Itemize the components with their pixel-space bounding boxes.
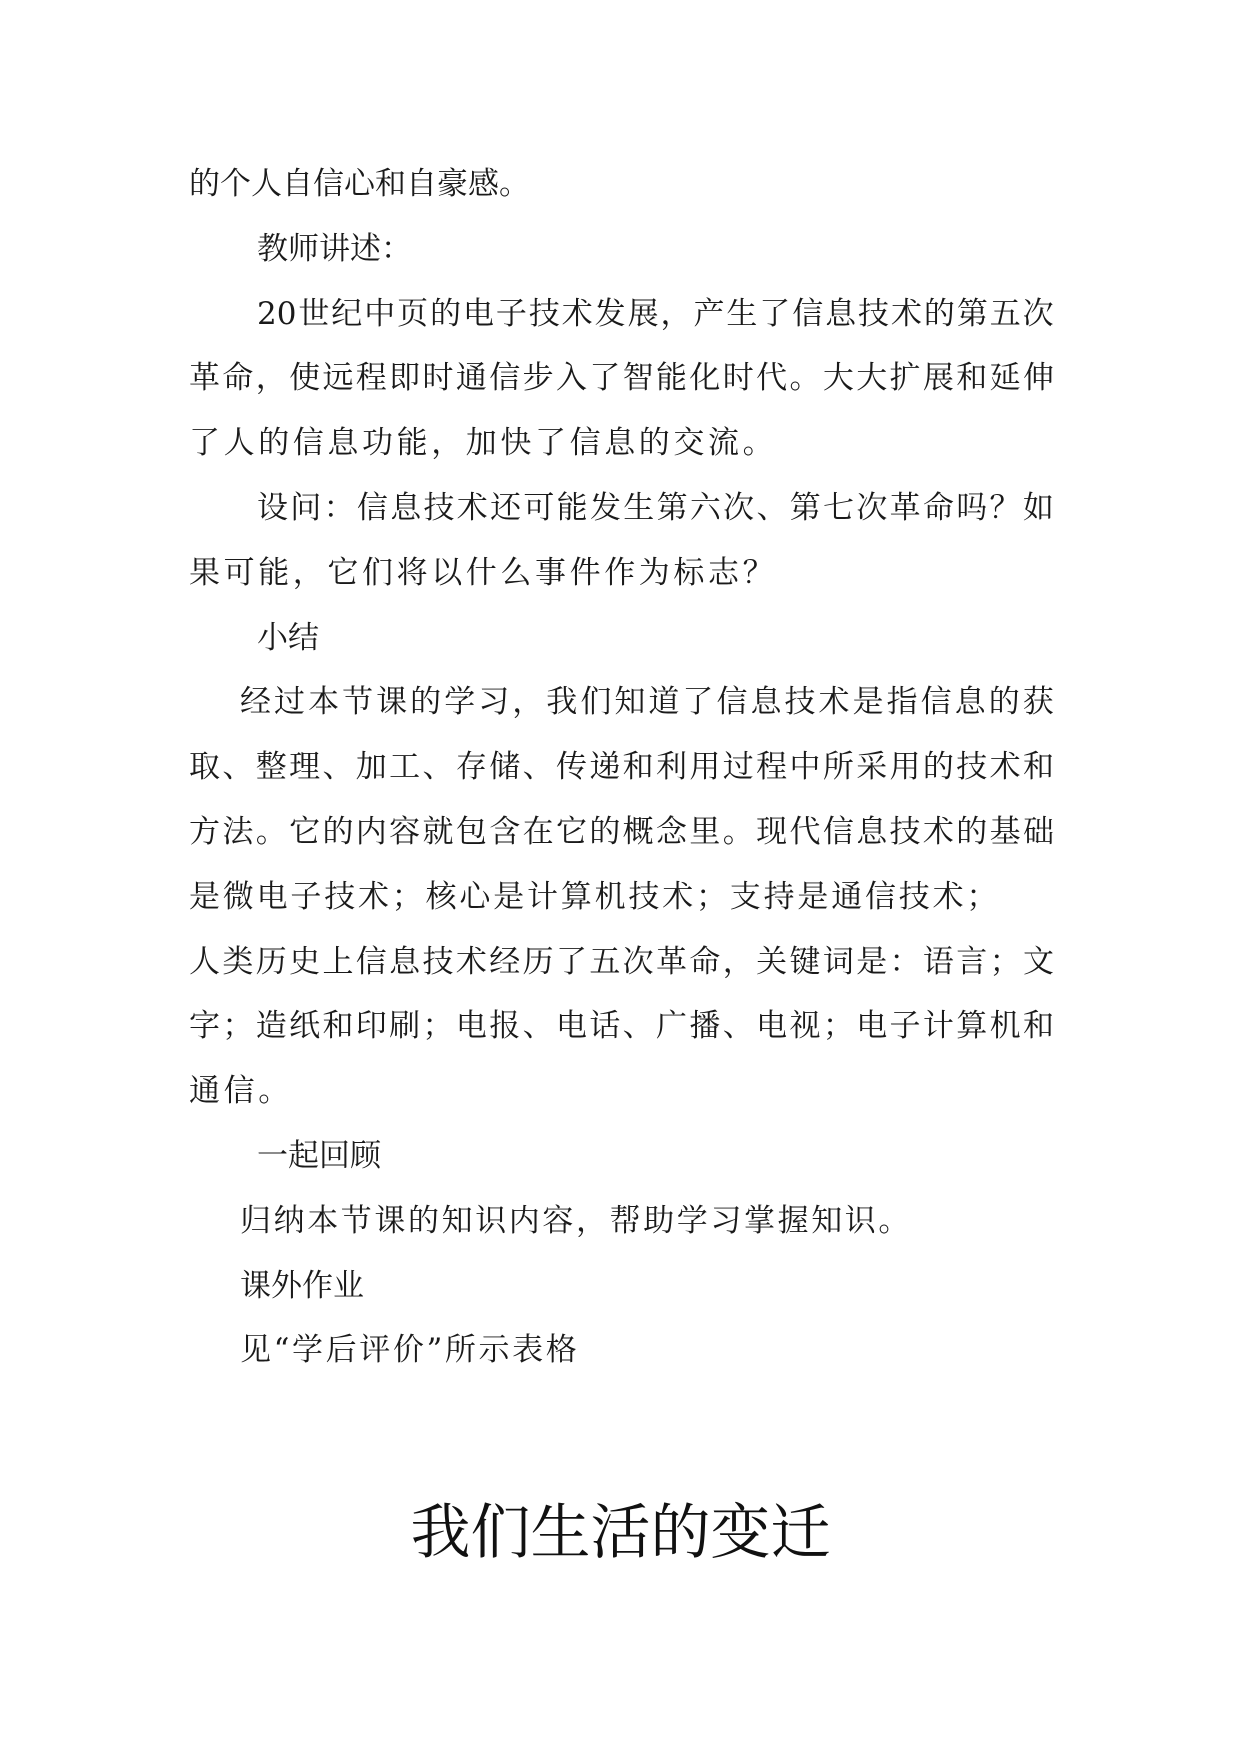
summary-line: 经 过 本 节 课 的 学 习 ， 我 们 知 道 了 信 息 技 术 是 指 信 息 的 获: [240, 684, 1054, 720]
paragraph-line: 20 世 纪 中 页 的 电 子 技 术 发 展 ， 产 生 了 信 息 技 术 的 第 五 次: [257, 296, 1054, 332]
question-line: 设 问 ： 信 息 技 术 还 可 能 发 生 第 六 次 、 第 七 次 革 命 吗 ？ 如: [257, 490, 1054, 526]
paragraph-line: 了人的信息功能，加快了信息的交流。: [189, 425, 778, 461]
summary-line: 方 法 。 它 的 内 容 就 包 含 在 它 的 概 念 里 。 现 代 信 息 技 术 的 基 础: [189, 814, 1054, 850]
summary-line: 是微电子技术；核心是计算机技术；支持是通信技术；: [189, 879, 1001, 915]
teacher-narration-heading: 教师讲述：: [257, 231, 412, 267]
homework-line: 见“学后评价”所示表格: [240, 1332, 580, 1368]
review-line: 归纳本节课的知识内容，帮助学习掌握知识。: [240, 1203, 912, 1239]
summary-heading: 小结: [257, 620, 319, 656]
question-line: 果可能，它们将以什么事件作为标志？: [189, 555, 778, 591]
summary-line: 人 类 历 史 上 信 息 技 术 经 历 了 五 次 革 命 ， 关 键 词 是 ： 语 言 ； 文: [189, 944, 1054, 980]
summary-line: 字 ； 造 纸 和 印 刷 ； 电 报 、 电 话 、 广 播 、 电 视 ； 电 子 计 算 机 和: [189, 1008, 1054, 1044]
document-title: 我们生活的变迁: [410, 1498, 831, 1568]
summary-line: 取 、 整 理 、 加 工 、 存 储 、 传 递 和 利 用 过 程 中 所 采 用 的 技 术 和: [189, 749, 1054, 785]
summary-line: 通信。: [189, 1073, 293, 1109]
paragraph-line: 的个人自信心和自豪感。: [189, 166, 530, 202]
homework-heading: 课外作业: [240, 1268, 364, 1304]
paragraph-line: 革 命 ， 使 远 程 即 时 通 信 步 入 了 智 能 化 时 代 。 大 大 扩 展 和 延 伸: [189, 360, 1054, 396]
review-heading: 一起回顾: [257, 1138, 381, 1174]
